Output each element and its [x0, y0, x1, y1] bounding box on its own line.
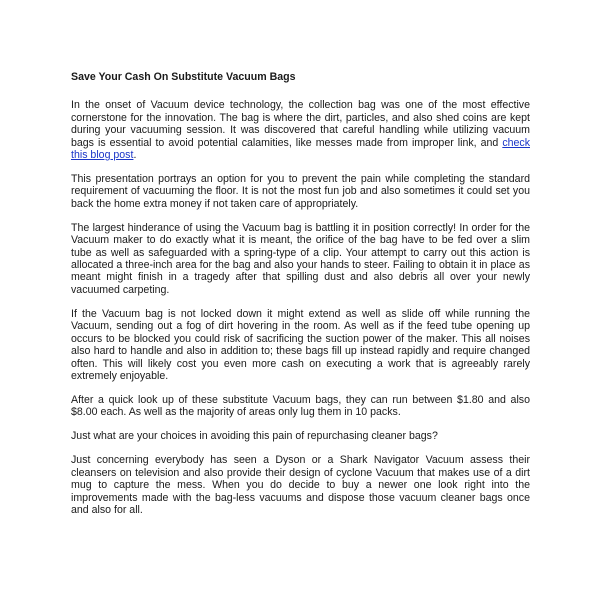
document-title: Save Your Cash On Substitute Vacuum Bags — [71, 71, 296, 83]
paragraph-7: Just concerning everybody has seen a Dyson or a Shark Navigator Vacuum assess their cleansers on television and also provide their design of cyclone Vacuum that makes use of a dirt mug to capture the mess. When you do decide to buy a newer one look right into the improvements made with the bag-less vacuums and dispose those vacuum cleaner bags once and also for all. — [71, 454, 530, 516]
paragraph-1-end: . — [133, 149, 137, 162]
paragraph-2: This presentation portrays an option for you to prevent the pain while completing the standard requirement of vacuuming the floor. It is not the most fun job and also sometimes it could set you back the home extra money if not taken care of appropriately. — [71, 173, 530, 210]
paragraph-5: After a quick look up of these substitute Vacuum bags, they can run between $1.80 and also $8.00 each. As well as the majority of areas only lug them in 10 packs. — [71, 393, 530, 419]
paragraph-1 — [71, 99, 530, 161]
paragraph-6: Just what are your choices in avoiding this pain of repurchasing cleaner bags? — [71, 430, 438, 443]
paragraph-4: If the Vacuum bag is not locked down it might extend as well as slide off while running the Vacuum, sending out a fog of dirt hovering in the room. As well as if the feed tube opening up occurs to be blocked you could risk of sacrificing the suction power of the maker. This all noises also hard to handle and also in addition to; these bags fill up instead rapidly and require changed often. This will likely cost you even more cash on executing a work that is agreeably rarely extremely enjoyable. — [71, 307, 530, 382]
paragraph-1-text: In the onset of Vacuum device technology, the collection bag was one of the most effective cornerstone for the innovation. The bag is where the dirt, particles, and also shed coins are kept during your vacuuming session. It was discovered that careful handling while utilizing vacuum bags is essential to avoid potential calamities, like messes made from improper link, and — [71, 99, 530, 149]
document-page — [71, 71, 530, 528]
blog-post-link[interactable]: check this blog post — [71, 136, 530, 162]
paragraph-3: The largest hinderance of using the Vacuum bag is battling it in position correctly! In order for the Vacuum maker to do exactly what it is meant, the orifice of the bag have to be fed over a slim tube as well as safeguarded with a spring-type of a clip. Your attempt to carry out this action is allocated a three-inch area for the bag and also your hands to steer. Failing to obtain it in place as meant might finish in a tragedy after that spilling dust and also debris all over your newly vacuumed carpeting. — [71, 221, 530, 296]
